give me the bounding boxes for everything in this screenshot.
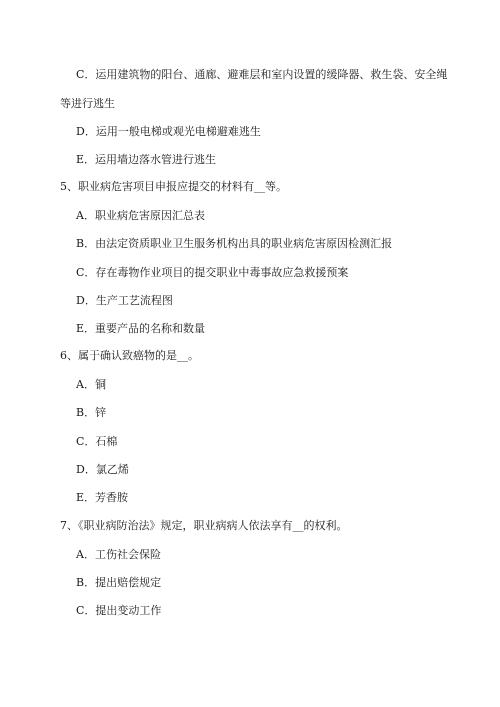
question-line: 5、职业病危害项目申报应提交的材料有__等。 [60, 180, 287, 193]
option-line: E．芳香胺 [76, 491, 129, 504]
option-line: D．生产工艺流程图 [76, 294, 173, 307]
question-line: 6、属于确认致癌物的是__。 [60, 349, 199, 362]
option-line: C．石棉 [76, 435, 118, 448]
option-line: B．锌 [76, 406, 107, 419]
option-continuation: 等进行逃生 [60, 97, 115, 110]
option-line: D．氯乙烯 [76, 463, 129, 476]
option-line: B．由法定资质职业卫生服务机构出具的职业病危害原因检测汇报 [76, 237, 393, 250]
option-line: B．提出赔偿规定 [76, 576, 162, 589]
option-line: A．工伤社会保险 [76, 548, 161, 561]
option-line: E．运用墙边落水管进行逃生 [76, 153, 217, 166]
option-line: E．重要产品的名称和数量 [76, 322, 206, 335]
option-line: C．提出变动工作 [76, 604, 162, 617]
option-line: C．运用建筑物的阳台、通廊、避难层和室内设置的缓降器、救生袋、安全绳 [76, 68, 448, 81]
option-line: A．铜 [76, 378, 106, 391]
option-line: D．运用一般电梯或观光电梯避难逃生 [76, 125, 261, 138]
option-line: A．职业病危害原因汇总表 [76, 209, 205, 222]
question-line: 7、《职业病防治法》规定，职业病病人依法享有__的权利。 [60, 519, 348, 532]
option-line: C．存在毒物作业项目的提交职业中毒事故应急救援预案 [76, 266, 349, 279]
